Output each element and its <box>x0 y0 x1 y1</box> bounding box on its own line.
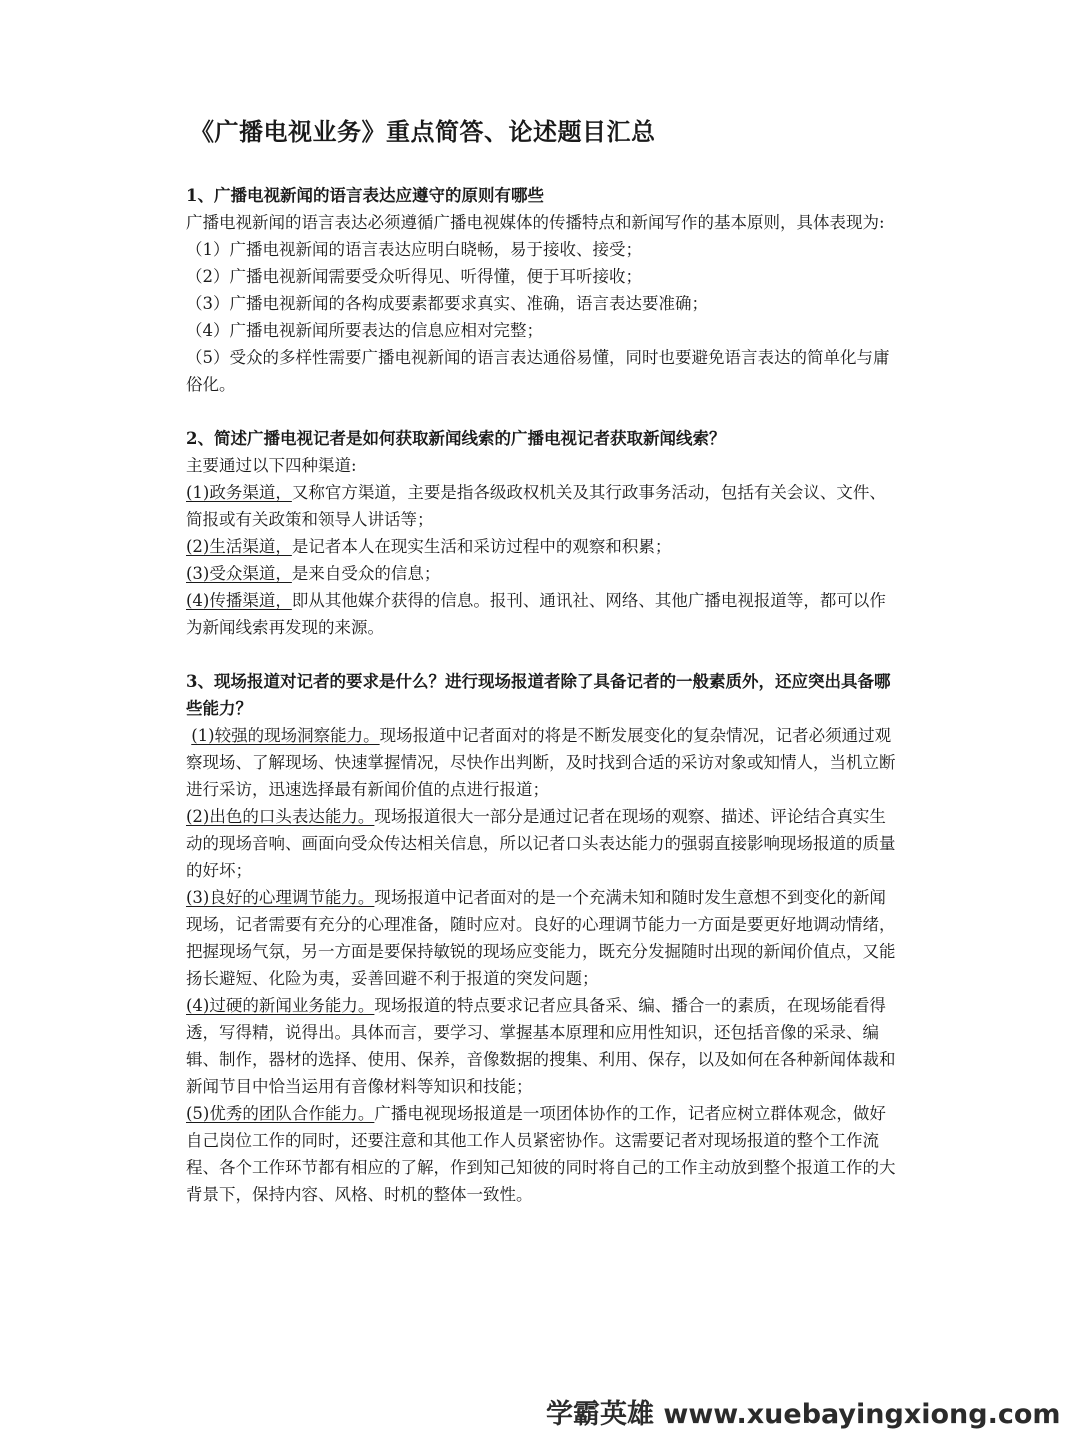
item-lead-underlined: (4)过硬的新闻业务能力。 <box>186 996 375 1015</box>
answer-item: （5）受众的多样性需要广播电视新闻的语言表达通俗易懂，同时也要避免语言表达的简单化与庸俗化。 <box>186 348 890 394</box>
answer-item: （1）广播电视新闻的语言表达应明白晓畅，易于接收、接受； <box>186 240 642 259</box>
item-lead-underlined: (3)良好的心理调节能力。 <box>186 888 375 907</box>
question-heading: 1、广播电视新闻的语言表达应遵守的原则有哪些 <box>186 186 544 205</box>
section-2 <box>186 425 898 641</box>
item-text: 现场报道中记者面对的将是不断发展变化的复杂情况，记者必须通过观察现场、了解现场、快速掌握情况，尽快作出判断，及时找到合适的采访对象或知情人，当机立断进行采访，迅速选择最有新闻价值的点进行报道； <box>186 726 896 799</box>
document-title: 《广播电视业务》重点简答、论述题目汇总 <box>190 117 656 146</box>
item-text: 现场报道中记者面对的是一个充满未知和随时发生意想不到变化的新闻现场，记者需要有充分的心理准备，随时应对。良好的心理调节能力一方面是要更好地调动情绪，把握现场气氛，另一方面是要保持敏锐的现场应变能力，既充分发掘随时出现的新闻价值点，又能扬长避短、化险为夷，妥善回避不利于报道的突发问题； <box>186 888 896 988</box>
item-lead-underlined: (5)优秀的团队合作能力。 <box>186 1104 375 1123</box>
answer-item <box>186 1100 898 1208</box>
answer-item <box>186 722 898 803</box>
item-lead-underlined: (1)较强的现场洞察能力。 <box>191 726 380 745</box>
answer-item <box>186 803 898 884</box>
answer-item: （2）广播电视新闻需要受众听得见、听得懂，便于耳听接收； <box>186 267 642 286</box>
item-lead-underlined: (3)受众渠道， <box>186 564 292 583</box>
item-text: 现场报道的特点要求记者应具备采、编、播合一的素质，在现场能看得透，写得精，说得出。具体而言，要学习、掌握基本原理和应用性知识，还包括音像的采录、编辑、制作，器材的选择、使用、保养，音像数据的搜集、利用、保存，以及如何在各种新闻体裁和新闻节目中恰当运用有音像材料等知识和技能； <box>186 996 896 1096</box>
item-text: 又称官方渠道，主要是指各级政权机关及其行政事务活动，包括有关会议、文件、简报或有关政策和领导人讲话等； <box>186 483 886 529</box>
watermark-url: www.xuebayingxiong.com <box>663 1399 1061 1430</box>
item-text: 现场报道很大一部分是通过记者在现场的观察、描述、评论结合真实生动的现场音响、画面向受众传达相关信息，所以记者口头表达能力的强弱直接影响现场报道的质量的好坏； <box>186 807 896 880</box>
item-text: 是记者本人在现实生活和采访过程中的观察和积累； <box>291 537 672 556</box>
item-lead-underlined: (4)传播渠道， <box>186 591 292 610</box>
answer-item <box>186 479 898 533</box>
document-body <box>186 182 898 1235</box>
site-watermark <box>546 1392 1061 1431</box>
answer-item <box>186 884 898 992</box>
watermark-brand: 学霸英雄 <box>546 1399 654 1430</box>
item-text: 广播电视现场报道是一项团体协作的工作，记者应树立群体观念，做好自己岗位工作的同时，还要注意和其他工作人员紧密协作。这需要记者对现场报道的整个工作流程、各个工作环节都有相应的了解，作到知己知彼的同时将自己的工作主动放到整个报道工作的大背景下，保持内容、风格、时机的整体一致性。 <box>186 1104 896 1204</box>
item-text: 是来自受众的信息； <box>291 564 441 583</box>
question-heading: 3、现场报道对记者的要求是什么？进行现场报道者除了具备记者的一般素质外，还应突出具备哪些能力？ <box>186 672 891 718</box>
question-heading: 2、简述广播电视记者是如何获取新闻线索的广播电视记者获取新闻线索？ <box>186 429 726 448</box>
section-1 <box>186 182 898 398</box>
answer-item <box>186 560 898 587</box>
section-3 <box>186 668 898 1208</box>
answer-item <box>186 533 898 560</box>
answer-item <box>186 992 898 1100</box>
answer-intro: 主要通过以下四种渠道: <box>186 456 357 475</box>
answer-item <box>186 587 898 641</box>
answer-intro: 广播电视新闻的语言表达必须遵循广播电视媒体的传播特点和新闻写作的基本原则，具体表现为: <box>186 213 885 232</box>
item-lead-underlined: (1)政务渠道， <box>186 483 292 502</box>
item-text: 即从其他媒介获得的信息。报刊、通讯社、网络、其他广播电视报道等，都可以作为新闻线索再发现的来源。 <box>186 591 886 637</box>
item-lead-underlined: (2)出色的口头表达能力。 <box>186 807 375 826</box>
answer-item: （3）广播电视新闻的各构成要素都要求真实、准确，语言表达要准确； <box>186 294 708 313</box>
item-lead-underlined: (2)生活渠道， <box>186 537 292 556</box>
answer-item: （4）广播电视新闻所要表达的信息应相对完整； <box>186 321 543 340</box>
